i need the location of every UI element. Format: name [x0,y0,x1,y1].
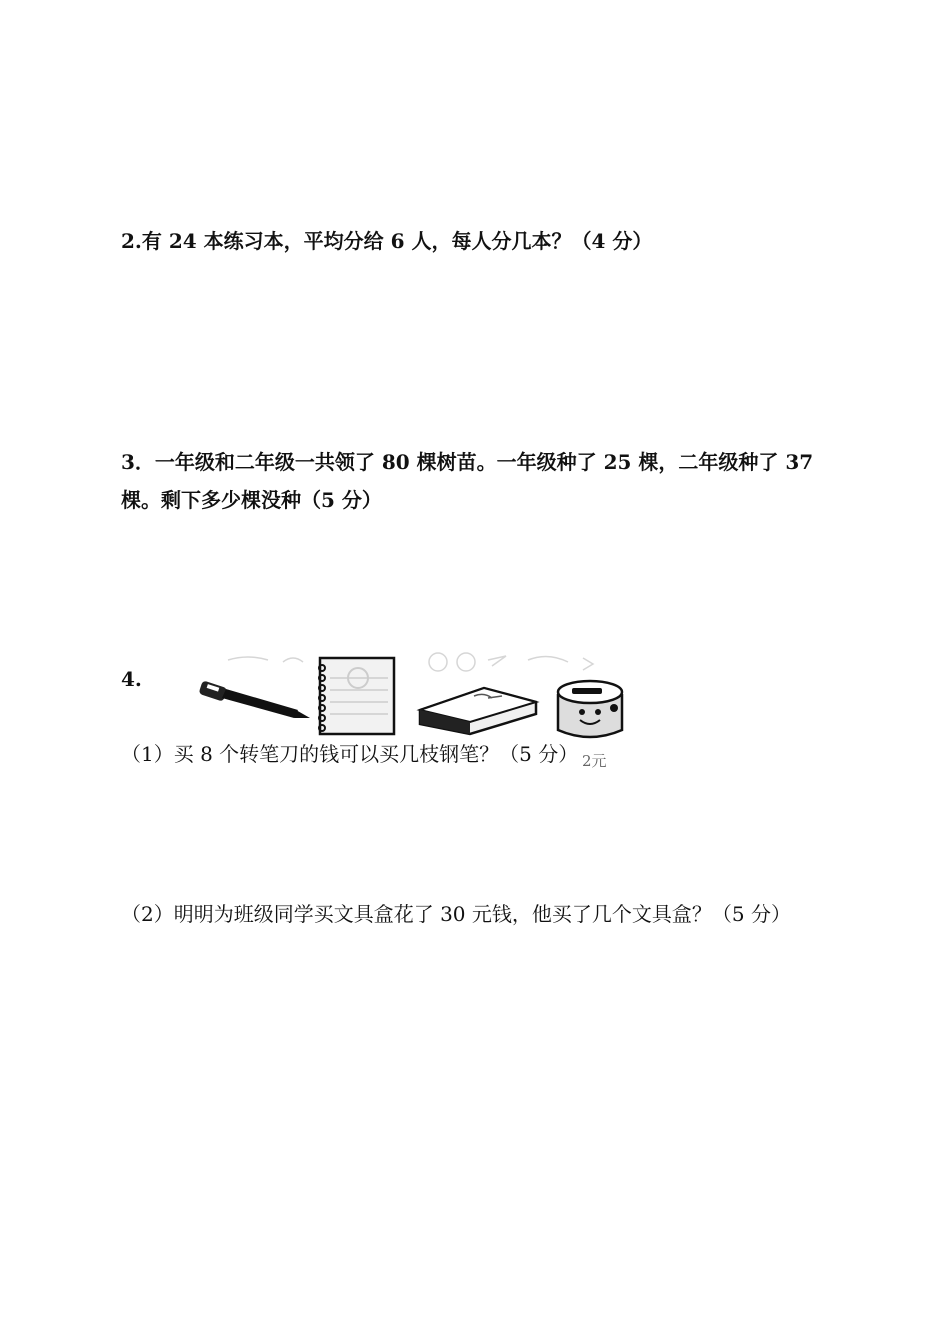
question-4-sub-1: （1）买 8 个转笔刀的钱可以买几枝钢笔？（5 分） [121,742,579,766]
background-marks-icon [228,653,593,671]
question-2: 2.有 24 本练习本，平均分给 6 人，每人分几本？（4 分） [121,229,653,253]
pencil-sharpener-icon [558,681,622,737]
question-4-sub-2: （2）明明为班级同学买文具盒花了 30 元钱，他买了几个文具盒？（5 分） [121,902,791,926]
pen-icon [198,680,310,718]
pencil-box-icon [420,688,536,734]
question-3-line-1: 3．一年级和二年级一共领了 80 棵树苗。一年级种了 25 棵，二年级种了 37 [121,450,814,474]
question-3-line-2: 棵。剩下多少棵没种（5 分） [121,488,382,512]
question-4-label: 4. [121,667,142,691]
notebook-icon [319,658,394,734]
sharpener-price: 2元 [582,752,607,770]
